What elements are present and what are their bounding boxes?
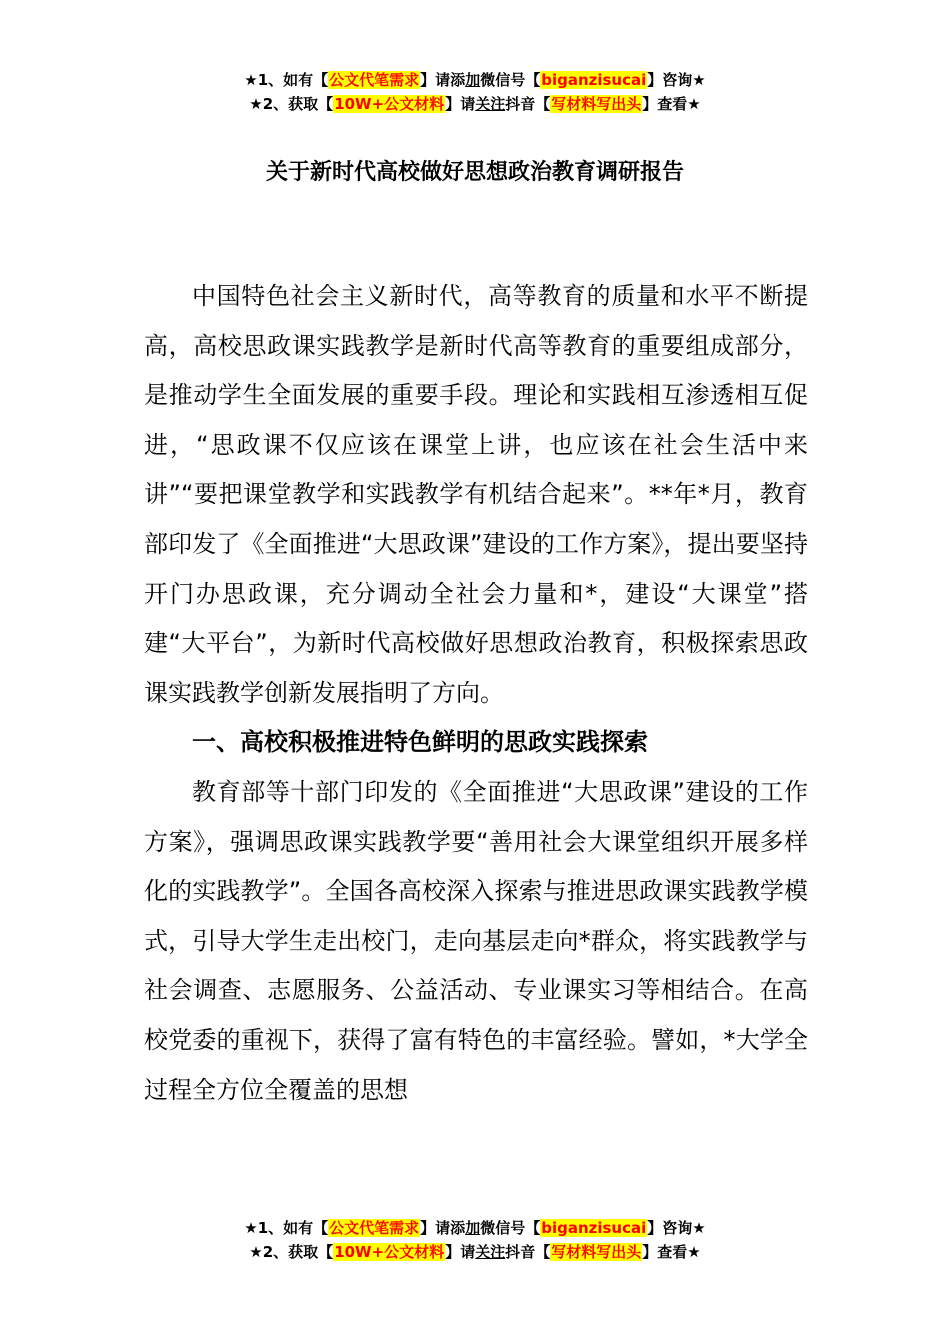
highlight-douyin-account: 写材料写出头 bbox=[551, 95, 642, 113]
banner-underlined-text: 关注 bbox=[475, 95, 506, 113]
banner-line-2 bbox=[0, 92, 950, 116]
banner-line-2 bbox=[0, 1240, 950, 1264]
document-body bbox=[144, 272, 808, 1115]
banner-text: 】查看★ bbox=[642, 95, 701, 113]
banner-text: 】请 bbox=[445, 95, 476, 113]
highlight-service: 公文代笔需求 bbox=[329, 71, 420, 89]
banner-underlined-text: 加 bbox=[465, 71, 481, 89]
banner-text: 】请 bbox=[445, 1243, 476, 1261]
banner-text: ★1、如有【 bbox=[244, 1219, 329, 1237]
banner-text: 】咨询★ bbox=[647, 1219, 706, 1237]
banner-underlined-text: 关注 bbox=[475, 1243, 506, 1261]
highlight-materials: 10W+公文材料 bbox=[334, 1243, 445, 1261]
paragraph-intro: 中国特色社会主义新时代，高等教育的质量和水平不断提高，高校思政课实践教学是新时代高等教育的重要组成部分，是推动学生全面发展的重要手段。理论和实践相互渗透相互促进，“思政课不仅应该在课堂上讲，也应该在社会生活中来讲”“要把课堂教学和实践教学有机结合起来”。**年*月，教育部印发了《全面推进“大思政课”建设的工作方案》，提出要坚持开门办思政课，充分调动全社会力量和*，建设“大课堂”搭建“大平台”，为新时代高校做好思想政治教育，积极探索思政课实践教学创新发展指明了方向。 bbox=[144, 282, 808, 707]
section-heading-1: 一、高校积极推进特色鲜明的思政实践探索 bbox=[192, 728, 648, 757]
banner-text: 抖音【 bbox=[505, 1243, 551, 1261]
banner-text: 】咨询★ bbox=[647, 71, 706, 89]
banner-text: ★2、获取【 bbox=[249, 95, 334, 113]
banner-text: 微信号【 bbox=[480, 1219, 541, 1237]
banner-text: ★1、如有【 bbox=[244, 71, 329, 89]
highlight-douyin-account: 写材料写出头 bbox=[551, 1243, 642, 1261]
footer-banner bbox=[0, 1216, 950, 1264]
document-title: 关于新时代高校做好思想政治教育调研报告 bbox=[265, 160, 684, 185]
banner-line-1 bbox=[0, 68, 950, 92]
banner-text: 】查看★ bbox=[642, 1243, 701, 1261]
highlight-wechat-id: biganzisucai bbox=[541, 1219, 647, 1237]
highlight-wechat-id: biganzisucai bbox=[541, 71, 647, 89]
banner-text: ★2、获取【 bbox=[249, 1243, 334, 1261]
banner-text: 抖音【 bbox=[505, 95, 551, 113]
banner-line-1 bbox=[0, 1216, 950, 1240]
paragraph-section-1: 教育部等十部门印发的《全面推进“大思政课”建设的工作方案》，强调思政课实践教学要“善用社会大课堂组织开展多样化的实践教学”。全国各高校深入探索与推进思政课实践教学模式，引导大学生走出校门，走向基层走向*群众，将实践教学与社会调查、志愿服务、公益活动、专业课实习等相结合。在高校党委的重视下，获得了富有特色的丰富经验。譬如，*大学全过程全方位全覆盖的思想 bbox=[144, 777, 808, 1104]
highlight-service: 公文代笔需求 bbox=[329, 1219, 420, 1237]
banner-text: 】请添 bbox=[420, 1219, 466, 1237]
banner-underlined-text: 加 bbox=[465, 1219, 481, 1237]
banner-text: 】请添 bbox=[420, 71, 466, 89]
highlight-materials: 10W+公文材料 bbox=[334, 95, 445, 113]
header-banner bbox=[0, 68, 950, 116]
banner-text: 微信号【 bbox=[480, 71, 541, 89]
